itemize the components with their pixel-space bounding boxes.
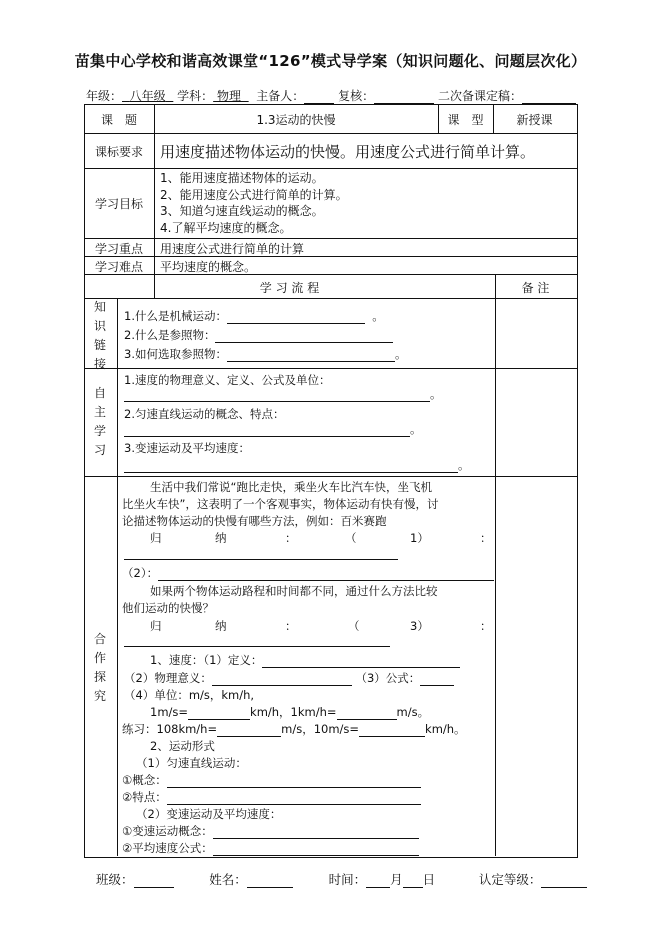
second-field[interactable] [522,91,576,104]
type-label: 课 型 [447,113,484,127]
coop-sum1-c: ： [285,531,297,545]
coop-feature: ②特点： [122,789,421,805]
name-label: 姓名： [209,872,247,887]
coop-variable: （2）变速运动及平均速度： [136,807,282,821]
knowledge-q2-field[interactable] [215,330,393,343]
coop-sum2-d: （ [348,619,360,633]
notes-label: 备 注 [521,281,550,295]
knowledge-q2: 2.什么是参照物： [124,327,393,343]
time-label: 时间： [328,872,367,887]
coop-motion: 2、运动形式 [150,739,215,753]
grade-label: 年级： [86,89,123,103]
coop-sum2-e: 3） [410,619,429,633]
review-label: 复核： [338,89,375,103]
goal-item: 2、能用速度公式进行简单的计算。 [160,187,348,202]
month-field[interactable] [366,875,390,888]
type-value: 新授课 [516,113,553,127]
level-field[interactable] [541,875,587,888]
process-label: 学 习 流 程 [259,281,320,295]
self-study-a2-field[interactable] [124,424,410,437]
preparer-label: 主备人： [256,89,305,103]
footer [96,870,587,888]
coop-item2-field[interactable] [158,568,494,581]
subject-label: 学科： [177,89,214,103]
coop-sum2-f: ： [480,619,492,633]
coop-sum1-field[interactable] [124,547,398,560]
topic-value: 1.3运动的快慢 [256,113,336,127]
goals-label: 学习目标 [94,197,143,211]
coop-sum1-line [124,546,398,560]
review-field[interactable] [374,91,434,104]
self-study-a3-field[interactable] [124,460,458,473]
feature-field[interactable] [167,792,421,805]
coop-item2: （2）： [122,565,494,581]
coop-sum1-f: ： [480,531,492,545]
coop-unit: （4）单位：m/s，km/h, [124,688,255,702]
coop-sum2-field[interactable] [124,634,390,647]
speed-meaning-field[interactable] [212,673,352,686]
coop-avg-formula: ②平均速度公式： [122,840,419,856]
day-field[interactable] [403,875,423,888]
self-study-a1-field[interactable] [124,389,430,402]
requirement-text: 用速度描述物体运动的快慢。用速度公式进行简单计算。 [160,143,536,161]
coop-speed-meaning: （2）物理意义： （3）公式： [124,670,454,686]
coop-sum1-d: （ [345,531,357,545]
subject-value[interactable]: 物理 [216,89,241,103]
knowledge-label: 知识链接 [93,300,106,371]
coop-conversion: 1m/s= km/h，1km/h= m/s。 [150,705,430,719]
coop-uniform: （1）匀速直线运动： [136,756,247,770]
coop-var-concept: ①变速运动概念： [122,823,419,839]
goals-list [160,170,348,236]
coop-para1-line2: 比坐火车快”，这表明了一个客观事实，物体运动有快有慢，讨 [122,497,439,511]
page-title: 苗集中心学校和谐高效课堂“126”模式导学案（知识问题化、问题层次化） [74,52,587,70]
day-label: 日 [422,872,436,887]
coop-practice: 练习：108km/h= m/s，10m/s= km/h。 [122,722,466,736]
practice-field-1[interactable] [217,724,281,737]
name-field[interactable] [247,875,293,888]
conv-field-1[interactable] [188,707,250,720]
coop-sum2-a: 归 [150,619,162,633]
knowledge-q1-field[interactable] [227,311,365,324]
self-study-a1: 。 [124,386,442,402]
coop-para1-line3: 论描述物体运动的快慢有哪些方法，例如：百米赛跑 [122,514,387,528]
goal-item: 4.了解平均速度的概念。 [160,220,292,235]
coop-sum2-c: ： [285,619,297,633]
month-label: 月 [390,872,403,887]
knowledge-q1: 1.什么是机械运动： 。 [124,309,384,323]
difficulty-label: 学习难点 [94,260,143,274]
coop-para2-line2: 他们运动的快慢？ [122,601,214,615]
second-label: 二次备课定稿： [437,89,522,103]
preparer-field[interactable] [304,91,334,104]
knowledge-q3-field[interactable] [227,349,395,362]
meta-row [86,87,576,104]
goal-item: 1、能用速度描述物体的运动。 [160,171,324,185]
key-point-text: 用速度公式进行简单的计算 [160,242,305,256]
concept-field[interactable] [167,775,421,788]
coop-sum2-line [124,633,390,647]
goal-item: 3、知道匀速直线运动的概念。 [160,204,324,218]
coop-para2-line1: 如果两个物体运动路程和时间都不同，通过什么方法比较 [150,584,438,598]
coop-sum1-a: 归 [150,531,162,545]
grade-value[interactable]: 八年级 [129,89,166,103]
key-point-label: 学习重点 [94,242,143,256]
coop-concept: ①概念： [122,772,421,788]
self-study-q2: 2.匀速直线运动的概念、特点： [124,407,285,421]
avg-formula-field[interactable] [213,843,419,856]
coop-sum2-b: 纳 [215,619,227,633]
self-study-q1: 1.速度的物理意义、定义、公式及单位： [124,373,331,387]
self-study-label: 自主学习 [93,386,106,457]
knowledge-q3: 3.如何选取参照物： 。 [124,347,407,361]
topic-label: 课 题 [100,113,137,127]
cooperation-label: 合作探究 [93,632,106,703]
self-study-a3: 。 [124,457,470,473]
class-label: 班级： [96,872,134,887]
coop-sum1-b: 纳 [215,531,227,545]
practice-field-2[interactable] [359,724,425,737]
coop-speed-def: 1、速度：（1）定义： [150,652,460,668]
speed-def-field[interactable] [262,655,460,668]
coop-para1-line1: 生活中我们常说“跑比走快，乘坐火车比汽车快，坐飞机 [150,480,432,494]
conv-field-2[interactable] [337,707,397,720]
level-label: 认定等级： [478,872,542,887]
var-concept-field[interactable] [213,826,419,839]
difficulty-text: 平均速度的概念。 [160,260,257,274]
coop-sum1-e: 1） [410,531,429,545]
class-field[interactable] [134,875,174,888]
self-study-a2: 。 [124,421,422,437]
self-study-q3: 3.变速运动及平均速度： [124,441,250,455]
requirement-label: 课标要求 [94,145,143,159]
speed-formula-field[interactable] [420,673,454,686]
